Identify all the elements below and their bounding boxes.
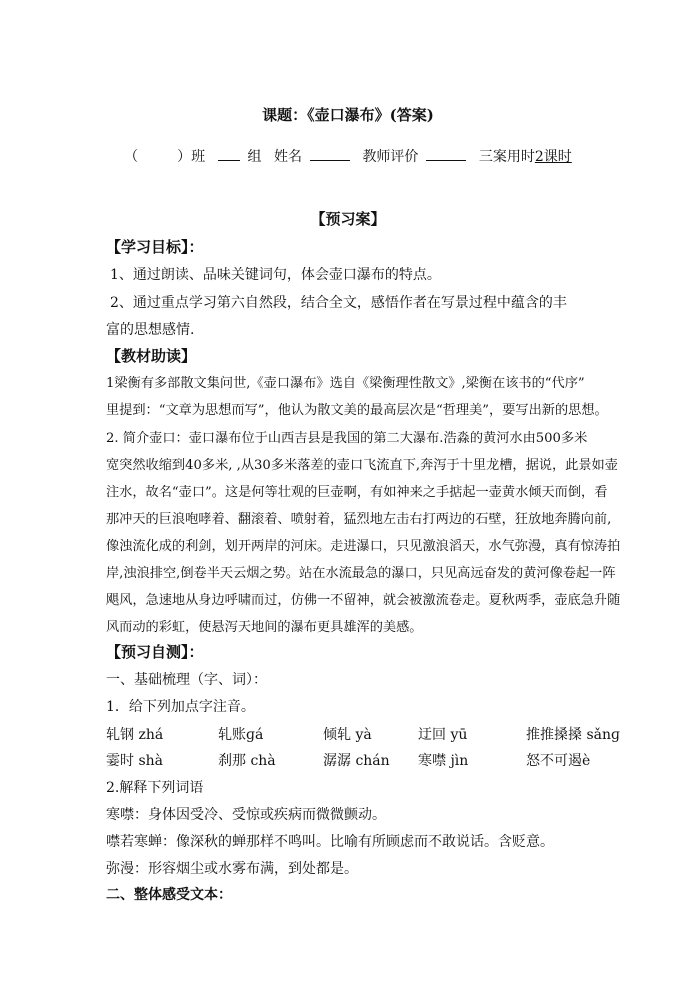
pinyin-item: 怒不可遏è	[526, 753, 591, 769]
pinyin-item: 轧钢 zhá	[106, 727, 164, 743]
pinyin-item: 倾轧 yà	[323, 727, 372, 743]
question-2: 2.解释下列词语	[106, 780, 204, 796]
reading-para2-line5: 像浊流化成的利剑，划开两岸的河床。走进瀑口，只见激浪滔天，水气弥漫，真有惊涛拍	[106, 539, 621, 554]
reading-para1-line2: 里提到：“文章为思想而写”，他认为散文美的最高层次是“哲理美”，要写出新的思想。	[106, 403, 608, 418]
question-1: 1．给下列加点字注音。	[106, 699, 255, 715]
reading-para2-line4: 那冲天的巨浪咆哮着、翻滚着、喷射着，猛烈地左击右打两边的石壁，狂放地奔腾向前,	[106, 512, 612, 527]
class-label: ）班	[177, 149, 206, 165]
reading-para2-line1: 2. 简介壶口：壶口瀑布位于山西吉县是我国的第二大瀑布.浩淼的黄河水由500多米	[106, 431, 588, 446]
goals-heading: 【学习目标】：	[106, 238, 204, 256]
group-blank[interactable]	[218, 148, 240, 161]
section-preview-heading: 【预习案】	[310, 210, 386, 228]
definition-1: 寒噤：身体因受冷、受惊或疾病而微微颤动。	[106, 807, 386, 823]
pinyin-item: 迂回 yū	[418, 727, 468, 743]
reading-para1-line1: 1梁衡有多部散文集问世,《壶口瀑布》选自《梁衡理性散文》,梁衡在该书的“代序”	[106, 376, 585, 391]
teacher-eval-blank[interactable]	[426, 148, 466, 161]
group-label: 组	[247, 149, 262, 165]
basic-review-subheading: 一、基础梳理（字、词）：	[106, 672, 267, 688]
pinyin-item: 潺潺 chán	[323, 753, 390, 769]
pinyin-item: 寒噤 jìn	[418, 753, 469, 769]
pinyin-item: 推推搡搡 sǎnɡ	[526, 727, 620, 743]
teacher-eval-label: 教师评价	[362, 149, 419, 165]
class-open-paren: （	[124, 149, 139, 165]
self-test-heading: 【预习自测】：	[106, 643, 204, 661]
time-label: 三案用时	[478, 149, 535, 165]
overall-reading-subheading: 二、整体感受文本：	[106, 887, 232, 903]
reading-heading: 【教材助读】	[106, 347, 197, 365]
name-blank[interactable]	[310, 148, 350, 161]
pinyin-item: 刹那 chà	[218, 753, 276, 769]
goal-item-1: 1、通过朗读、品味关键词句，体会壶口瀑布的特点。	[110, 267, 441, 283]
goal-item-2: 2、通过重点学习第六自然段，结合全文，感悟作者在写景过程中蕴含的丰	[110, 295, 567, 311]
student-info-line	[0, 146, 696, 166]
reading-para2-line8: 风而动的彩虹，使悬泻天地间的瀑布更具雄浑的美感。	[106, 620, 423, 635]
goal-item-2-cont: 富的思想感情.	[106, 322, 195, 338]
definition-2: 噤若寒蝉：像深秋的蝉那样不鸣叫。比喻有所顾虑而不敢说话。含贬意。	[106, 834, 554, 850]
reading-para2-line3: 注水，故名“壶口”。这是何等壮观的巨壶啊，有如神来之手掂起一壶黄水倾天而倒，看	[106, 485, 608, 500]
reading-para2-line7: 飓风，急速地从身边呼啸而过，仿佛一不留神，就会被激流卷走。夏秋两季，壶底急升随	[106, 593, 621, 608]
definition-3: 弥漫：形容烟尘或水雾布满，到处都是。	[106, 861, 358, 877]
name-label: 姓名	[273, 149, 302, 165]
page-title: 课题：《壶口瀑布》(答案)	[262, 106, 434, 124]
reading-para2-line2: 宽突然收缩到40多米, ,从30多米落差的壶口飞流直下,奔泻于十里龙槽，据说，此景如壶	[106, 458, 618, 473]
pinyin-item: 轧账ɡá	[218, 727, 264, 743]
time-value: 2课时	[534, 149, 572, 165]
reading-para2-line6: 岸,浊浪排空,倒卷半天云烟之势。站在水流最急的瀑口，只见高远奋发的黄河像卷起一阵	[106, 566, 616, 581]
pinyin-item: 霎时 shà	[106, 753, 163, 769]
